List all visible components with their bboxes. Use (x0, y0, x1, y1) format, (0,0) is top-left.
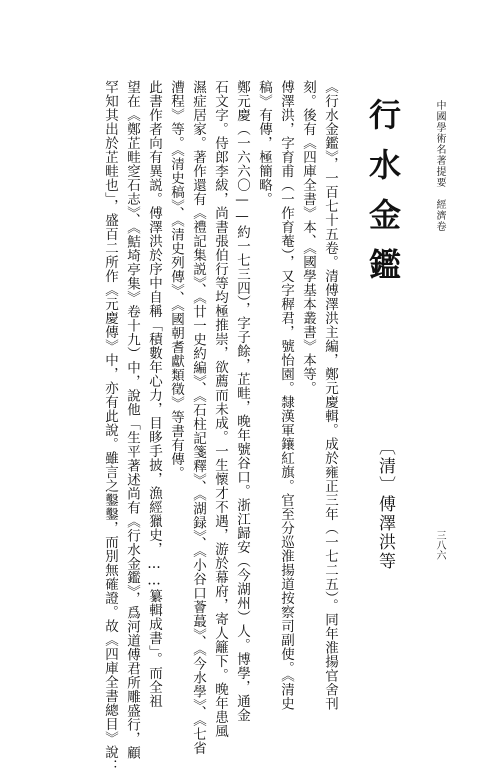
body-column-7: 濕症居家。著作還有《禮記集説》、《廿一史約編》、《石柱記箋釋》、《湖録》、《小谷口薈蕞》、《今水學》、《七省 (190, 80, 206, 755)
page-number: 三八六 (434, 530, 445, 560)
entry-author: 〔清〕傅澤洪等 (375, 438, 395, 571)
body-column-10: 望在《鄭芷畦窆石志》、《鮚埼亭集》卷十九）中，說他「生平著述尚有《行水金鑑》，爲河道傅君所雕盛行，顧 (124, 80, 140, 760)
body-column-2: 刻。後有《四庫全書》本、《國學基本叢書》本等。 (300, 80, 316, 396)
body-column-11: 罕知其出於芷畦也」，盛百二所作《元慶傳》中，亦有此說。雖言之鑿鑿，而別無確證。故《四庫全書總目》說： (102, 80, 118, 773)
running-header: 中國學術名著提要 經濟卷 (434, 100, 445, 232)
body-column-4: 稿》有傳，極簡略。 (256, 80, 272, 206)
body-column-6: 石文字。侍郎李紱，尚書張伯行等均極推崇，欲薦而未成。一生懷才不遇，游於幕府，寄人籬下。晚年患風 (212, 80, 228, 738)
body-column-8: 漕程》等。《清史稿》、《清史列傳》、《國朝耆獻類徵》等書有傳。 (168, 80, 184, 481)
body-column-1: 《行水金鑑》，一百七十五卷。清傅澤洪主編，鄭元慶輯。成於雍正三年（一七二五）。同年淮揚官舍刊 (322, 80, 338, 711)
body-column-9: 此書作者向有異説。傅澤洪於序中自稱「積數年心力，目眵手披，漁經獵史，……纂輯成書」。而全祖 (146, 80, 162, 709)
body-column-5: 鄭元慶（一六六〇——約一七三四），字子餘，芷畦，晚年號谷口。浙江歸安（今湖州）人。博學，通金 (234, 80, 250, 723)
entry-title: 行水金鑑 (364, 98, 402, 298)
body-column-3: 傅澤洪，字育甫（一作育菴），又字稺君，號怡園。隸漢軍鑲紅旗。官至分巡淮揚道按察司副使。《清史 (278, 80, 294, 711)
